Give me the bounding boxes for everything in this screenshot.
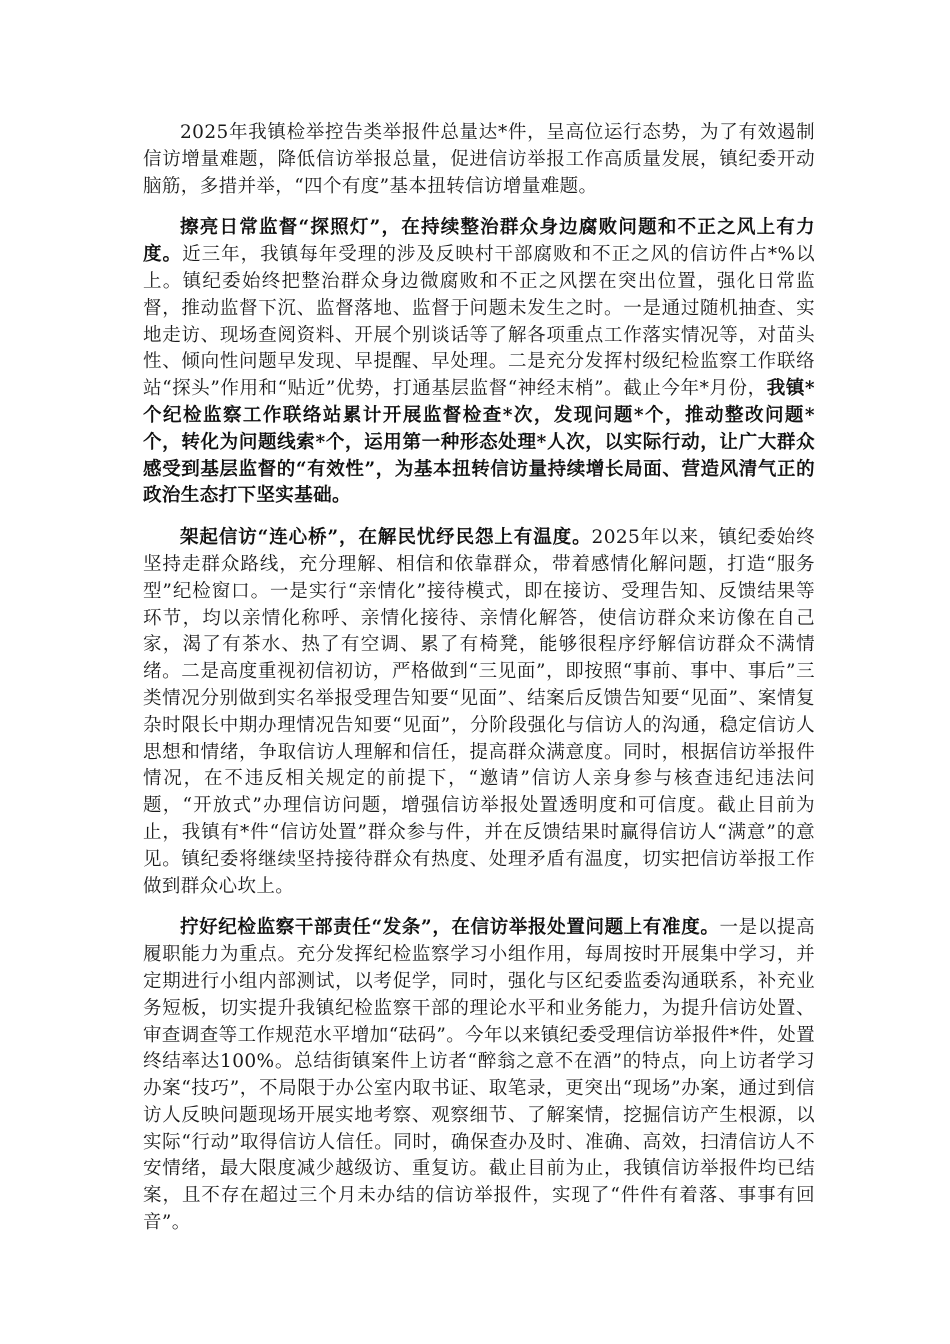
- intro-text: 2025年我镇检举控告类举报件总量达*件，呈高位运行态势，为了有效遏制信访增量难题，降低信访举报总量，促进信访举报工作高质量发展，镇纪委开动脑筋，多措并举，“四个有度”基本扭转信访增量难题。: [143, 122, 815, 197]
- section-2-paragraph: [143, 525, 815, 900]
- section-3-heading: 拧好纪检监察干部责任“发条”，在信访举报处置问题上有准度。: [180, 917, 720, 939]
- section-2-body: 2025年以来，镇纪委始终坚持走群众路线，充分理解、相信和依靠群众，带着感情化解问题，打造“服务型”纪检窗口。一是实行“亲情化”接待模式，即在接访、受理告知、反馈结果等环节，均以亲情化称呼、亲情化接待、亲情化解答，使信访群众来访像在自己家，渴了有茶水、热了有空调、累了有椅凳，能够很程序纾解信访群众不满情绪。二是高度重视初信初访，严格做到“三见面”，即按照“事前、事中、事后”三类情况分别做到实名举报受理告知要“见面”、结案后反馈告知要“见面”、案情复杂时限长中期办理情况告知要“见面”，分阶段强化与信访人的沟通，稳定信访人思想和情绪，争取信访人理解和信任，提高群众满意度。同时，根据信访举报件情况，在不违反相关规定的前提下，“邀请”信访人亲身参与核查违纪违法问题，“开放式”办理信访问题，增强信访举报处置透明度和可信度。截止目前为止，我镇有*件“信访处置”群众参与件，并在反馈结果时赢得信访人“满意”的意见。镇纪委将继续坚持接待群众有热度、处理矛盾有温度，切实把信访举报工作做到群众心坎上。: [143, 527, 815, 897]
- section-2-heading: 架起信访“连心桥”，在解民忧纾民怨上有温度。: [180, 527, 592, 549]
- section-1-paragraph: [143, 215, 815, 510]
- intro-paragraph: [143, 120, 815, 200]
- section-1-heading: 擦亮日常监督“探照灯”，在持续整治群众身边腐败问题和不正之风上有力度。: [143, 217, 815, 266]
- section-3-body: 一是以提高履职能力为重点。充分发挥纪检监察学习小组作用，每周按时开展集中学习，并定期进行小组内部测试，以考促学，同时，强化与区纪委监委沟通联系，补充业务短板，切实提升我镇纪检监察干部的理论水平和业务能力，为提升信访处置、审查调查等工作规范水平增加“砝码”。今年以来镇纪委受理信访举报件*件，处置终结率达100%。总结街镇案件上访者“醉翁之意不在酒”的特点，向上访者学习办案“技巧”，不局限于办公室内取书证、取笔录，更突出“现场”办案，通过到信访人反映问题现场开展实地考察、观察细节、了解案情，挖掘信访产生根源，以实际“行动”取得信访人信任。同时，确保查办及时、准确、高效，扫清信访人不安情绪，最大限度减少越级访、重复访。截止目前为止，我镇信访举报件均已结案，且不存在超过三个月未办结的信访举报件，实现了“件件有着落、事事有回音”。: [143, 917, 815, 1234]
- section-1-body: 近三年，我镇每年受理的涉及反映村干部腐败和不正之风的信访件占*%以上。镇纪委始终把整治群众身边微腐败和不正之风摆在突出位置，强化日常监督，推动监督下沉、监督落地、监督于问题未发生之时。一是通过随机抽查、实地走访、现场查阅资料、开展个别谈话等了解各项重点工作落实情况等，对苗头性、倾向性问题早发现、早提醒、早处理。二是充分发挥村级纪检监察工作联络站“探头”作用和“贴近”优势，打通基层监督“神经末梢”。截止今年*月份，: [143, 244, 815, 400]
- section-1-bold-tail: 我镇*个纪检监察工作联络站累计开展监督检查*次，发现问题*个，推动整改问题*个，转化为问题线索*个，运用第一种形态处理*人次，以实际行动，让广大群众感受到基层监督的“有效性”，为基本扭转信访量持续增长局面、营造风清气正的政治生态打下坚实基础。: [143, 378, 816, 507]
- section-3-paragraph: [143, 915, 815, 1237]
- document-body: [143, 120, 815, 1252]
